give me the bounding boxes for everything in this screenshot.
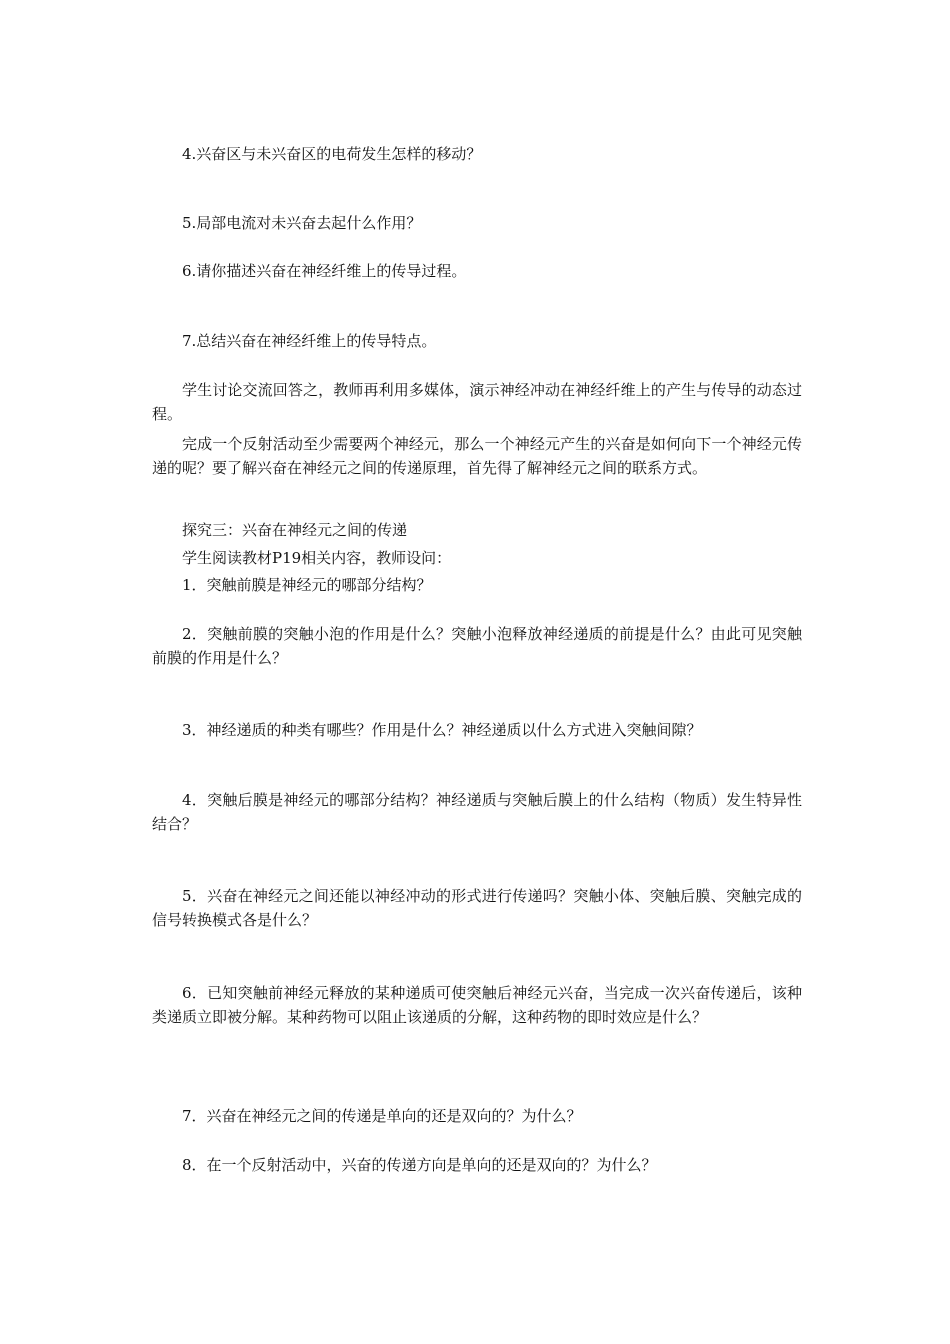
question-3-5: 5．兴奋在神经元之间还能以神经冲动的形式进行传递吗？突触小体、突触后膜、突触完成的信号转换模式各是什么？ xyxy=(152,887,802,929)
section-3-intro: 学生阅读教材P19相关内容，教师设问： xyxy=(182,549,452,567)
question-3-3: 3．神经递质的种类有哪些？作用是什么？神经递质以什么方式进入突触间隙？ xyxy=(182,721,702,739)
question-2-4: 4.兴奋区与未兴奋区的电荷发生怎样的移动？ xyxy=(182,145,482,163)
question-3-2: 2．突触前膜的突触小泡的作用是什么？突触小泡释放神经递质的前提是什么？由此可见突触前膜的作用是什么？ xyxy=(152,625,802,667)
paragraph-discussion: 学生讨论交流回答之，教师再利用多媒体，演示神经冲动在神经纤维上的产生与传导的动态过程。 xyxy=(152,381,802,423)
question-3-6: 6．已知突触前神经元释放的某种递质可使突触后神经元兴奋，当完成一次兴奋传递后，该种类递质立即被分解。某种药物可以阻止该递质的分解，这种药物的即时效应是什么？ xyxy=(152,984,802,1026)
question-2-6: 6.请你描述兴奋在神经纤维上的传导过程。 xyxy=(182,262,467,280)
question-3-4: 4．突触后膜是神经元的哪部分结构？神经递质与突触后膜上的什么结构（物质）发生特异性结合？ xyxy=(152,791,802,833)
section-3-heading: 探究三：兴奋在神经元之间的传递 xyxy=(182,521,408,539)
paragraph-transition: 完成一个反射活动至少需要两个神经元，那么一个神经元产生的兴奋是如何向下一个神经元传递的呢？要了解兴奋在神经元之间的传递原理，首先得了解神经元之间的联系方式。 xyxy=(152,435,802,477)
question-3-8: 8．在一个反射活动中，兴奋的传递方向是单向的还是双向的？为什么？ xyxy=(182,1156,657,1174)
question-2-7: 7.总结兴奋在神经纤维上的传导特点。 xyxy=(182,332,437,350)
question-3-7: 7．兴奋在神经元之间的传递是单向的还是双向的？为什么？ xyxy=(182,1107,582,1125)
question-2-5: 5.局部电流对未兴奋去起什么作用？ xyxy=(182,214,422,232)
question-3-1: 1．突触前膜是神经元的哪部分结构？ xyxy=(182,576,432,594)
